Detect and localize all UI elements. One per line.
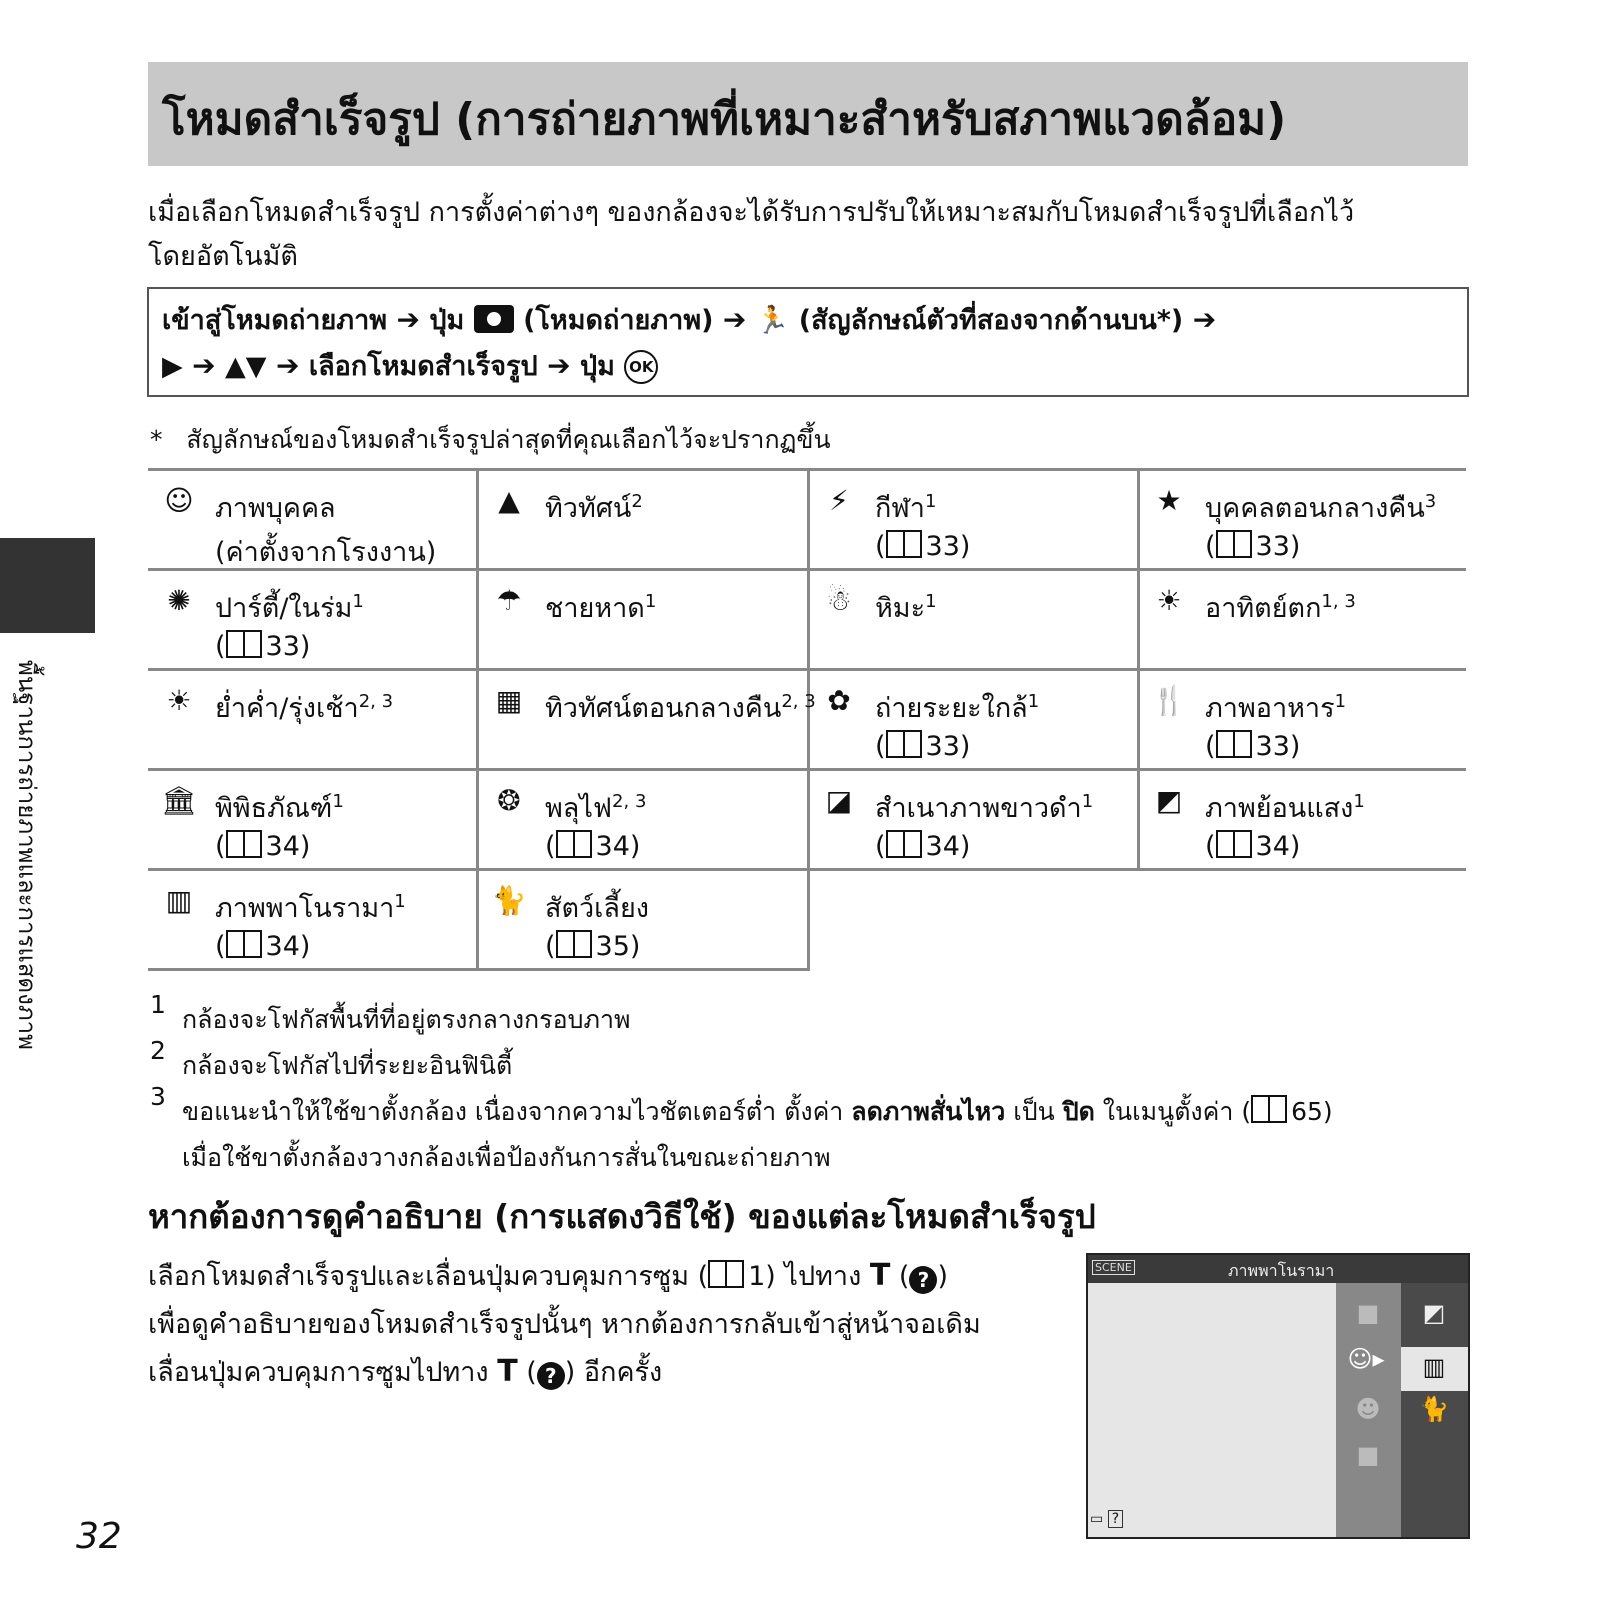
- scene-icon: ☃: [826, 584, 852, 617]
- nav-line-2: [162, 344, 658, 387]
- footnote-ref: 1: [1081, 791, 1094, 812]
- scene-name: [545, 686, 816, 729]
- camera-screen: [1086, 1253, 1470, 1539]
- arrow-icon: ➔: [396, 303, 420, 336]
- scene-name-text: ภาพอาหาร: [1205, 693, 1335, 724]
- page-ref: 33): [1255, 731, 1301, 762]
- page-reference: ( 33): [1205, 731, 1301, 762]
- page-ref: 33): [925, 731, 971, 762]
- scene-name: [875, 786, 1093, 829]
- auto-mode-icon[interactable]: ■: [1356, 1441, 1380, 1469]
- screen-title: ภาพพาโนรามา: [1228, 1261, 1335, 1280]
- footnote-3-part: ในเมนูตั้งค่า (: [1102, 1097, 1252, 1126]
- scene-name: [545, 486, 643, 529]
- book-icon: [886, 830, 922, 858]
- nav-step-shoot-mode-desc: (โหมดถ่ายภาพ): [523, 305, 714, 336]
- footnote-ref: 1: [1334, 691, 1347, 712]
- side-label: พื้นฐานการถ่ายภาพและการแสดงภาพ: [13, 660, 41, 1050]
- table-rule: [148, 968, 810, 971]
- scene-name: [1205, 486, 1436, 529]
- camera-icon: [474, 305, 514, 333]
- scene-name: [215, 786, 344, 829]
- page-ref: 33): [1255, 531, 1301, 562]
- page-reference: ( 34): [545, 831, 641, 862]
- scene-auto-icon: 🏃: [755, 305, 790, 336]
- footnote-ref: 2, 3: [612, 791, 647, 812]
- footnote-ref: 2: [631, 491, 643, 512]
- page-ref: 65): [1291, 1097, 1333, 1126]
- page-reference: ( 33): [875, 531, 971, 562]
- scene-name-text: ย่ำค่ำ/รุ่งเช้า: [215, 693, 359, 724]
- scene-name-text: ปาร์ตี้/ในร่ม: [215, 593, 353, 624]
- scene-icon: ⚡: [829, 484, 849, 517]
- scene-icon: ▦: [495, 684, 523, 717]
- scene-name: [1205, 686, 1346, 729]
- scene-name-text: สำเนาภาพขาวดำ: [875, 793, 1082, 824]
- help-line-3: เลื่อนปุ่มควบคุมการซูมไปทาง T ( ? ) อีกครั้ง: [148, 1354, 663, 1389]
- asterisk-mark: *: [150, 425, 163, 454]
- camera-icon[interactable]: ■: [1356, 1299, 1380, 1327]
- page-ref: 34): [265, 831, 311, 862]
- scene-name: [875, 486, 936, 529]
- scene-name: [545, 886, 649, 929]
- footnote-ref: 1: [394, 891, 406, 912]
- pet-icon[interactable]: 🐈: [1419, 1395, 1449, 1423]
- book-icon: [226, 930, 262, 958]
- help-text: อีกครั้ง: [583, 1357, 663, 1388]
- help-icon: ?: [1108, 1510, 1123, 1528]
- page-reference: ( 34): [215, 831, 311, 862]
- page-ref: 33): [265, 631, 311, 662]
- footnote-3-line-2: เมื่อใช้ขาตั้งกล้องวางกล้องเพื่อป้องกันการสั่นในขณะถ่ายภาพ: [182, 1143, 831, 1172]
- scene-name: [215, 686, 393, 729]
- footnote-3-text: [182, 1092, 1333, 1132]
- scene-name-text: บุคคลตอนกลางคืน: [1205, 493, 1425, 524]
- help-line-2: เพื่อดูคำอธิบายของโหมดสำเร็จรูปนั้นๆ หากต้องการกลับเข้าสู่หน้าจอเดิม: [148, 1309, 981, 1340]
- scene-mode-icon: SCENE: [1092, 1260, 1135, 1275]
- ok-button-icon: OK: [624, 350, 658, 384]
- page-reference: ( 35): [545, 931, 641, 962]
- scene-name: [1205, 586, 1356, 629]
- footnote-ref: 3: [1424, 491, 1437, 512]
- up-down-icon: ▲▼: [225, 351, 267, 382]
- footnote-ref: 2, 3: [781, 691, 816, 712]
- scene-icon: 🐈: [491, 884, 527, 917]
- page-reference: ( 33): [875, 731, 971, 762]
- scene-icon: 🍴: [1151, 684, 1187, 717]
- footnote-3-part: ขอแนะนำให้ใช้ขาตั้งกล้อง เนื่องจากความไวชัตเตอร์ต่ำ ตั้งค่า: [182, 1097, 844, 1126]
- scene-icon: ✿: [827, 684, 851, 717]
- scene-name-text: สัตว์เลี้ยง: [545, 893, 649, 924]
- scene-icon: ▥: [165, 884, 193, 917]
- scene-name: [875, 686, 1039, 729]
- footnote-1-text: กล้องจะโฟกัสพื้นที่ที่อยู่ตรงกลางกรอบภาพ: [182, 1005, 631, 1034]
- scene-name: [215, 886, 406, 929]
- scene-name-text: ภาพบุคคล: [215, 493, 336, 524]
- book-icon: [886, 730, 922, 758]
- off-value: ปิด: [1062, 1097, 1095, 1126]
- page-ref: 34): [265, 931, 311, 962]
- footnote-2-text: กล้องจะโฟกัสไปที่ระยะอินฟินิตี้: [182, 1051, 513, 1080]
- page-ref: 35): [595, 931, 641, 962]
- scene-icon: ☀: [1156, 584, 1182, 617]
- scene-name: [545, 586, 656, 629]
- battery-icon: ▭: [1090, 1511, 1104, 1527]
- scene-icon: ✺: [167, 584, 191, 617]
- footnote-3-part: เป็น: [1013, 1097, 1055, 1126]
- footnote-ref: 1: [924, 491, 937, 512]
- page-ref: 34): [925, 831, 971, 862]
- footnote-ref: 2, 3: [358, 691, 394, 712]
- arrow-icon: ➔: [1192, 303, 1217, 336]
- book-icon: [1216, 730, 1252, 758]
- page-reference: ( 34): [215, 931, 311, 962]
- scene-name: [215, 486, 336, 529]
- section-heading: หากต้องการดูคำอธิบาย (การแสดงวิธีใช้) ของแต่ละโหมดสำเร็จรูป: [148, 1197, 1096, 1236]
- footnote-3-mark: 3: [150, 1082, 166, 1111]
- scene-name-text: พลุไฟ: [545, 793, 613, 824]
- scene-name: [215, 586, 364, 629]
- page-title: โหมดสำเร็จรูป (การถ่ายภาพที่เหมาะสำหรับสภาพแวดล้อม): [162, 94, 1287, 145]
- scene-name-text: พิพิธภัณฑ์: [215, 793, 333, 824]
- scene-name-text: ทิวทัศน์: [545, 493, 632, 524]
- scene-name-text: กีฬา: [875, 493, 925, 524]
- page-ref: 33): [925, 531, 971, 562]
- footnote-ref: 1: [1027, 691, 1040, 712]
- book-icon: [886, 530, 922, 558]
- scene-name-text: ทิวทัศน์ตอนกลางคืน: [545, 693, 782, 724]
- table-divider: [1137, 468, 1140, 868]
- side-tab: [0, 538, 95, 633]
- scene-name-text: อาทิตย์ตก: [1205, 593, 1322, 624]
- help-text: เลื่อนปุ่มควบคุมการซูมไปทาง: [148, 1357, 489, 1388]
- footnote-ref: 1: [644, 591, 657, 612]
- nav-button-label: ปุ่ม: [429, 305, 465, 336]
- asterisk-note: [150, 420, 831, 460]
- scene-icon: ☀: [166, 684, 192, 717]
- scene-name: [875, 586, 937, 629]
- scene-name-text: ภาพพาโนรามา: [215, 893, 395, 924]
- nav-step-shooting-mode: เข้าสู่โหมดถ่ายภาพ: [162, 305, 388, 336]
- page-reference: ( 33): [1205, 531, 1301, 562]
- scene-icon: ★: [1156, 484, 1182, 517]
- footnote-ref: 1: [925, 591, 937, 612]
- tele-label: T: [869, 1258, 891, 1293]
- footnote-ref: 1, 3: [1321, 591, 1356, 612]
- footnote-ref: 1: [352, 591, 364, 612]
- scene-icon: 🏛: [161, 784, 197, 817]
- tele-label: T: [497, 1354, 518, 1389]
- scene-name: [1205, 786, 1365, 829]
- right-triangle-icon: ▶: [162, 351, 183, 382]
- book-icon: [226, 630, 262, 658]
- arrow-icon: ➔: [275, 349, 300, 382]
- book-icon: [226, 830, 262, 858]
- help-icon: ?: [909, 1266, 937, 1294]
- arrow-icon: ➔: [547, 349, 571, 382]
- page-reference: ( 33): [215, 631, 311, 662]
- book-icon: [1251, 1095, 1287, 1123]
- scene-name-text: ภาพย้อนแสง: [1205, 793, 1354, 824]
- nav-step-select-scene: เลือกโหมดสำเร็จรูป: [308, 351, 538, 382]
- scene-icon: ☂: [496, 584, 522, 617]
- scene-subtext: (ค่าตั้งจากโรงงาน): [215, 537, 437, 568]
- screen-status: [1090, 1511, 1123, 1527]
- book-icon: [708, 1260, 744, 1288]
- intro-line-1: เมื่อเลือกโหมดสำเร็จรูป การตั้งค่าต่างๆ ของกล้องจะได้รับการปรับให้เหมาะสมกับโหมดสำเร็จรูปที่เลือกไว้: [148, 197, 1355, 228]
- footnote-ref: 1: [332, 791, 344, 812]
- book-icon: [1216, 830, 1252, 858]
- page-ref: 34): [1255, 831, 1301, 862]
- book-icon: [556, 930, 592, 958]
- scene-auto-icon[interactable]: ☺▸: [1347, 1345, 1385, 1373]
- page-reference: ( 34): [1205, 831, 1301, 862]
- help-text: เลือกโหมดสำเร็จรูปและเลื่อนปุ่มควบคุมการซูม (: [148, 1261, 709, 1292]
- footnote-1-mark: 1: [150, 990, 166, 1019]
- scene-icon: ▲: [498, 484, 520, 517]
- scene-icon: ☺: [164, 484, 194, 517]
- backlighting-icon[interactable]: ◩: [1422, 1299, 1446, 1327]
- scene-icon: ◩: [1155, 784, 1183, 817]
- arrow-icon: ➔: [722, 303, 747, 336]
- intro-line-2: โดยอัตโนมัติ: [148, 241, 298, 272]
- asterisk-note-text: สัญลักษณ์ของโหมดสำเร็จรูปล่าสุดที่คุณเลือกไว้จะปรากฏขึ้น: [186, 425, 831, 454]
- arrow-icon: ➔: [192, 349, 216, 382]
- nav-line-1: [162, 298, 1216, 341]
- table-divider: [476, 468, 479, 968]
- help-icon: ?: [537, 1362, 565, 1390]
- scene-name-text: ถ่ายระยะใกล้: [875, 693, 1028, 724]
- page-number: 32: [76, 1516, 122, 1557]
- page-ref: 34): [595, 831, 641, 862]
- nav-step-second-icon: (สัญลักษณ์ตัวที่สองจากด้านบน*): [798, 305, 1184, 336]
- help-line-1: เลือกโหมดสำเร็จรูปและเลื่อนปุ่มควบคุมการซูม ( 1) ไปทาง T ( ? ): [148, 1258, 948, 1293]
- scene-name-text: ชายหาด: [545, 593, 645, 624]
- nav-button-label: ปุ่ม: [579, 351, 615, 382]
- book-icon: [1216, 530, 1252, 558]
- vr-setting-name: ลดภาพสั่นไหว: [851, 1097, 1006, 1126]
- scene-icon: ❂: [497, 784, 521, 817]
- footnote-2-mark: 2: [150, 1036, 166, 1065]
- page-reference: ( 34): [875, 831, 971, 862]
- scene-name-text: หิมะ: [875, 593, 926, 624]
- book-icon: [556, 830, 592, 858]
- scene-icon: ◪: [825, 784, 853, 817]
- panorama-icon[interactable]: ▥: [1422, 1353, 1446, 1381]
- scene-name: [545, 786, 646, 829]
- footnote-ref: 1: [1353, 791, 1365, 812]
- help-text: 1) ไปทาง: [748, 1261, 862, 1292]
- smart-portrait-icon[interactable]: ☻: [1355, 1395, 1381, 1423]
